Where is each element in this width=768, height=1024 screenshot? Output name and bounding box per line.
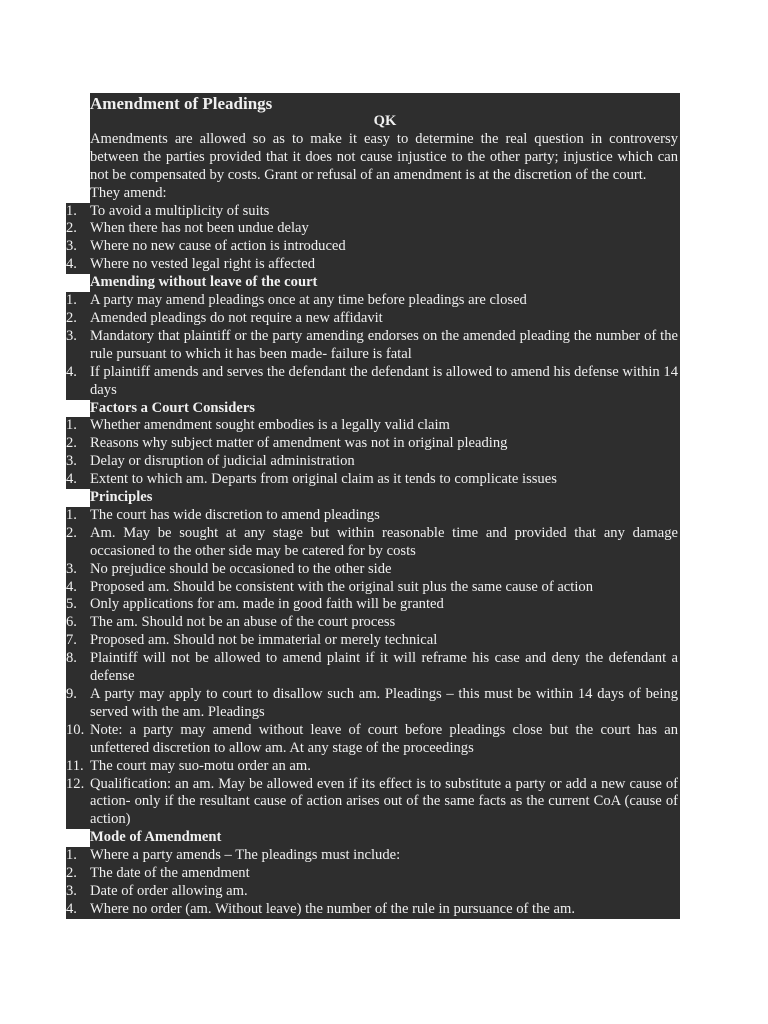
list-item-number: 1. [66, 417, 77, 434]
section-heading: Mode of Amendment [90, 829, 680, 847]
list-item-text: Only applications for am. made in good faith will be granted [90, 596, 444, 613]
list-item-text: Reasons why subject matter of amendment was not in original pleading [90, 435, 508, 452]
list-item-number: 4. [66, 578, 77, 595]
list-item [66, 417, 680, 435]
list-item [66, 525, 680, 561]
list-item [66, 596, 680, 614]
they-amend-line: They amend: [90, 185, 680, 203]
list-item [66, 507, 680, 525]
list-item-number: 3. [66, 560, 77, 577]
list-item [66, 776, 680, 830]
subtitle: QK [90, 113, 680, 131]
list-item-number: 8. [66, 650, 77, 667]
list-item [66, 632, 680, 650]
list-item-text: A party may apply to court to disallow such am. Pleadings – this must be within 14 days of being served with the am. Pleadings [90, 686, 678, 720]
list-item-number: 1. [66, 506, 77, 523]
list-item-text: Where a party amends – The pleadings must include: [90, 847, 401, 864]
list-item-number: 4. [66, 471, 77, 488]
list-item-text: The date of the amendment [90, 865, 250, 882]
list-item-number: 10. [66, 721, 85, 738]
list-item-text: To avoid a multiplicity of suits [90, 202, 270, 219]
section-heading: Factors a Court Considers [90, 400, 680, 418]
page-title: Amendment of Pleadings [90, 93, 680, 113]
list-item-text: Am. May be sought at any stage but within reasonable time and provided that any damage occasioned to the other side may be catered for by costs [90, 524, 678, 559]
numbered-list [66, 507, 680, 829]
list-item-number: 3. [66, 882, 77, 899]
numbered-list [66, 847, 680, 919]
sections-container [66, 203, 680, 919]
list-item-text: Proposed am. Should not be immaterial or merely technical [90, 632, 438, 649]
list-item-text: Proposed am. Should be consistent with the original suit plus the same cause of action [90, 578, 593, 595]
list-item-number: 1. [66, 847, 77, 864]
list-item [66, 220, 680, 238]
list-item-text: Delay or disruption of judicial administration [90, 453, 355, 470]
list-item-number: 3. [66, 238, 77, 255]
list-item-number: 5. [66, 596, 77, 613]
numbered-list [66, 292, 680, 399]
list-item [66, 883, 680, 901]
list-item-text: When there has not been undue delay [90, 220, 309, 237]
list-item-number: 1. [66, 202, 77, 219]
list-item-number: 3. [66, 453, 77, 470]
list-item-number: 7. [66, 632, 77, 649]
intro-paragraph: Amendments are allowed so as to make it easy to determine the real question in controversy between the parties provided that it does not cause injustice to the other party; injustice which can not be compensated by costs. Grant or refusal of an amendment is at the discretion of the court. [90, 130, 678, 183]
list-item-text: Date of order allowing am. [90, 882, 248, 899]
list-item [66, 292, 680, 310]
list-item [66, 686, 680, 722]
list-item [66, 579, 680, 597]
list-item [66, 901, 680, 919]
list-item [66, 471, 680, 489]
list-item-text: If plaintiff amends and serves the defendant the defendant is allowed to amend his defense within 14 days [90, 363, 678, 398]
list-item-number: 2. [66, 524, 77, 541]
list-item-number: 4. [66, 363, 77, 380]
numbered-list [66, 417, 680, 489]
list-item [66, 650, 680, 686]
list-item-text: The am. Should not be an abuse of the court process [90, 614, 396, 631]
list-item-text: A party may amend pleadings once at any time before pleadings are closed [90, 292, 527, 309]
list-item [66, 238, 680, 256]
list-item-number: 3. [66, 327, 77, 344]
list-item-number: 6. [66, 614, 77, 631]
list-item-number: 11. [66, 757, 84, 774]
list-item-text: Whether amendment sought embodies is a legally valid claim [90, 417, 450, 434]
list-item [66, 256, 680, 274]
list-item-text: Where no vested legal right is affected [90, 256, 316, 273]
list-item [66, 435, 680, 453]
list-item-text: The court has wide discretion to amend pleadings [90, 506, 380, 523]
list-item [66, 614, 680, 632]
list-item-text: Amended pleadings do not require a new affidavit [90, 309, 383, 326]
list-item-text: No prejudice should be occasioned to the other side [90, 560, 392, 577]
list-item [66, 758, 680, 776]
list-item-text: Qualification: an am. May be allowed even if its effect is to substitute a party or add a new cause of action- only if the resultant cause of action arises out of the same facts as the current CoA (cause of action) [90, 775, 678, 828]
numbered-list [66, 203, 680, 275]
list-item-text: Extent to which am. Departs from original claim as it tends to complicate issues [90, 471, 557, 488]
list-item [66, 364, 680, 400]
list-item [66, 722, 680, 758]
list-item-text: Where no new cause of action is introduced [90, 238, 346, 255]
list-item [66, 865, 680, 883]
list-item [66, 310, 680, 328]
list-item-number: 4. [66, 900, 77, 917]
list-item-number: 1. [66, 292, 77, 309]
list-item [66, 561, 680, 579]
list-item-number: 9. [66, 686, 77, 702]
list-item-text: Note: a party may amend without leave of court before pleadings close but the court has an unfettered discretion to allow am. At any stage of the proceedings [90, 721, 678, 756]
list-item-number: 12. [66, 775, 85, 792]
list-item-text: Where no order (am. Without leave) the number of the rule in pursuance of the am. [90, 900, 576, 917]
list-item [66, 847, 680, 865]
list-item [66, 328, 680, 364]
list-item-text: Mandatory that plaintiff or the party amending endorses on the amended pleading the number of the rule pursuant to which it has been made- failure is fatal [90, 327, 678, 362]
list-item-number: 4. [66, 256, 77, 273]
list-item-number: 2. [66, 865, 77, 882]
section-heading: Principles [90, 489, 680, 507]
section-heading: Amending without leave of the court [90, 274, 680, 292]
list-item-number: 2. [66, 220, 77, 237]
list-item-text: The court may suo-motu order an am. [90, 757, 311, 774]
list-item [66, 203, 680, 221]
list-item [66, 453, 680, 471]
list-item-number: 2. [66, 435, 77, 452]
list-item-number: 2. [66, 309, 77, 326]
list-item-text: Plaintiff will not be allowed to amend plaint if it will reframe his case and deny the defendant a defense [90, 650, 678, 685]
document-page [66, 93, 680, 919]
